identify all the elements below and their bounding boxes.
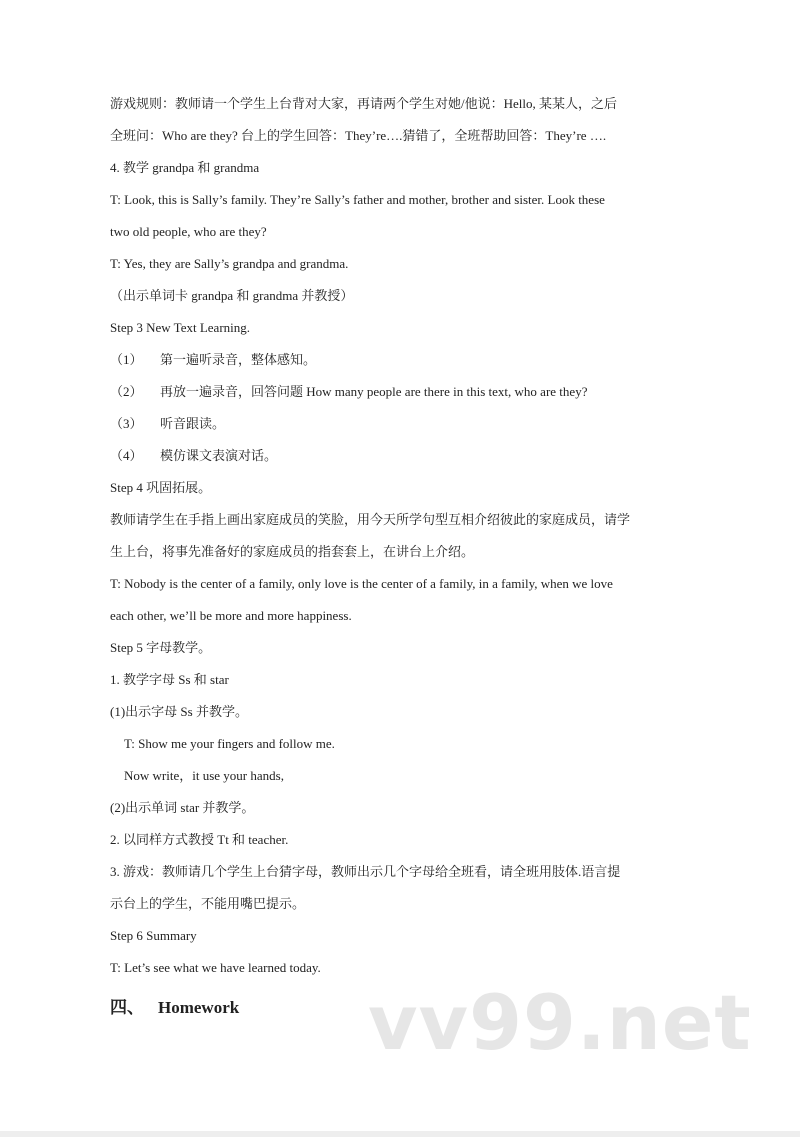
section-number: 四、	[110, 998, 144, 1017]
text-line: 全班问：Who are they? 台上的学生回答：They’re….猜错了，全班帮助回答：They’re ….	[110, 128, 607, 143]
text-line: 示台上的学生，不能用嘴巴提示。	[110, 896, 306, 911]
text-line: 4. 教学 grandpa 和 grandma	[110, 160, 260, 175]
text-line: (2)出示单词 star 并教学。	[110, 800, 255, 815]
step-heading: Step 4 巩固拓展。	[110, 480, 212, 495]
numbered-item	[110, 344, 685, 376]
watermark: vv99.net	[368, 978, 752, 1067]
indented-line: T: Show me your fingers and follow me.	[124, 736, 335, 751]
numbered-item	[110, 376, 685, 408]
text-line: (1)出示字母 Ss 并教学。	[110, 704, 248, 719]
text-line: 生上台，将事先准备好的家庭成员的指套套上，在讲台上介绍。	[110, 544, 475, 559]
numbered-item	[110, 440, 685, 472]
item-number: （4）	[110, 448, 143, 463]
text-line: two old people, who are they?	[110, 224, 267, 239]
indented-line: Now write，it use your hands,	[124, 768, 284, 783]
text-line: T: Nobody is the center of a family, only love is the center of a family, in a family, when we love	[110, 576, 613, 591]
text-line: 1. 教学字母 Ss 和 star	[110, 672, 229, 687]
item-number: （3）	[110, 416, 143, 431]
numbered-item	[110, 408, 685, 440]
text-line: 2. 以同样方式教授 Tt 和 teacher.	[110, 832, 289, 847]
text-line: 游戏规则：教师请一个学生上台背对大家，再请两个学生对她/他说：Hello, 某某人，之后	[110, 96, 617, 111]
text-line: （出示单词卡 grandpa 和 grandma 并教授）	[110, 288, 354, 303]
document-body	[110, 88, 685, 1028]
item-number: （2）	[110, 384, 143, 399]
text-line: each other, we’ll be more and more happiness.	[110, 608, 352, 623]
item-number: （1）	[110, 352, 143, 367]
text-line: T: Look, this is Sally’s family. They’re Sally’s father and mother, brother and sister. Look these	[110, 192, 605, 207]
item-text: 第一遍听录音，整体感知。	[160, 352, 317, 367]
page-bottom-edge	[0, 1131, 800, 1137]
step-heading: Step 3 New Text Learning.	[110, 320, 251, 335]
text-line: T: Yes, they are Sally’s grandpa and grandma.	[110, 256, 349, 271]
item-text: 模仿课文表演对话。	[160, 448, 278, 463]
item-text: 听音跟读。	[160, 416, 226, 431]
text-line: T: Let’s see what we have learned today.	[110, 960, 321, 975]
section-title: Homework	[158, 998, 240, 1017]
text-line: 3. 游戏：教师请几个学生上台猜字母，教师出示几个字母给全班看，请全班用肢体.语言提	[110, 864, 621, 879]
text-line: 教师请学生在手指上画出家庭成员的笑脸，用今天所学句型互相介绍彼此的家庭成员，请学	[110, 512, 631, 527]
item-text: 再放一遍录音，回答问题 How many people are there in this text, who are they?	[160, 384, 588, 399]
step-heading: Step 6 Summary	[110, 928, 197, 943]
step-heading: Step 5 字母教学。	[110, 640, 212, 655]
